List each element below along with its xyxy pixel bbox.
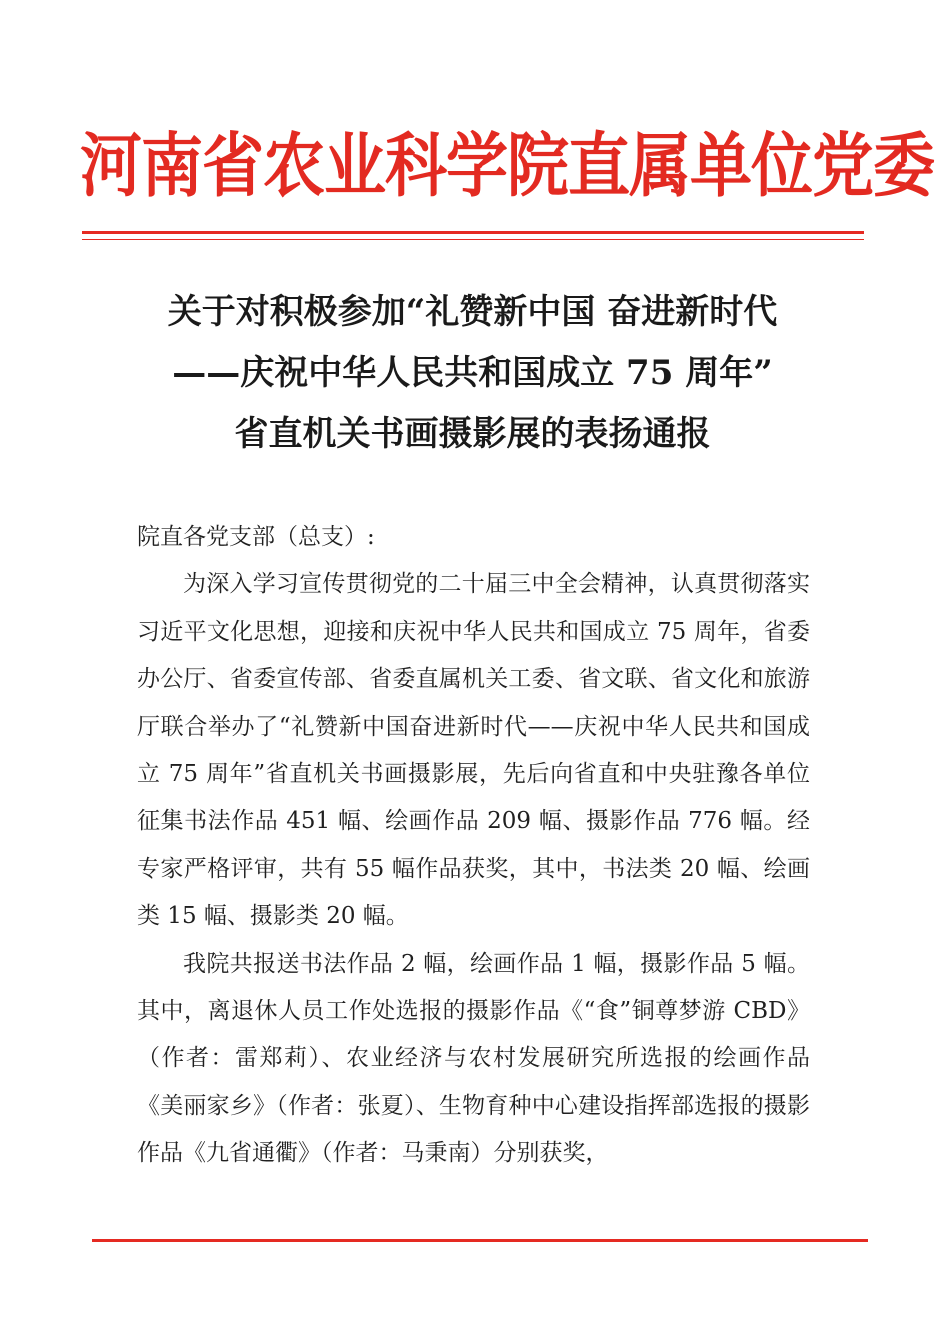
title-line-2: ——庆祝中华人民共和国成立 75 周年” [172,353,773,393]
letterhead-org-name: 河南省农业科学院直属单位党委 [80,124,935,207]
document-body [137,514,810,1178]
footer-rule [92,1239,868,1242]
paragraph-2: 我院共报送书法作品 2 幅，绘画作品 1 幅，摄影作品 5 幅。其中，离退休人员工作处选报的摄影作品《“食”铜尊梦游 CBD》（作者：雷郑莉）、农业经济与农村发展研究所选报的绘画作品《美丽家乡》（作者：张夏）、生物育种中心建设指挥部选报的摄影作品《九省通衢》（作者：马秉南）分别获奖， [137,950,810,1167]
salutation: 院直各党支部（总支）: [137,524,375,550]
document-title [70,282,875,465]
title-line-3: 省直机关书画摄影展的表扬通报 [234,414,711,454]
title-line-1: 关于对积极参加“礼赞新中国 奋进新时代 [167,292,778,332]
letterhead-rule-thin [82,239,864,240]
paragraph-1: 为深入学习宣传贯彻党的二十届三中全会精神，认真贯彻落实习近平文化思想，迎接和庆祝中华人民共和国成立 75 周年，省委办公厅、省委宣传部、省委直属机关工委、省文联、省文化和旅游厅联合举办了“礼赞新中国奋进新时代——庆祝中华人民共和国成立 75 周年”省直机关书画摄影展，先后向省直和中央驻豫各单位征集书法作品 451 幅、绘画作品 209 幅、摄影作品 776 幅。经专家严格评审，共有 55 幅作品获奖，其中，书法类 20 幅、绘画类 15 幅、摄影类 20 幅。 [137,571,810,930]
letterhead-rule-thick [82,231,864,234]
